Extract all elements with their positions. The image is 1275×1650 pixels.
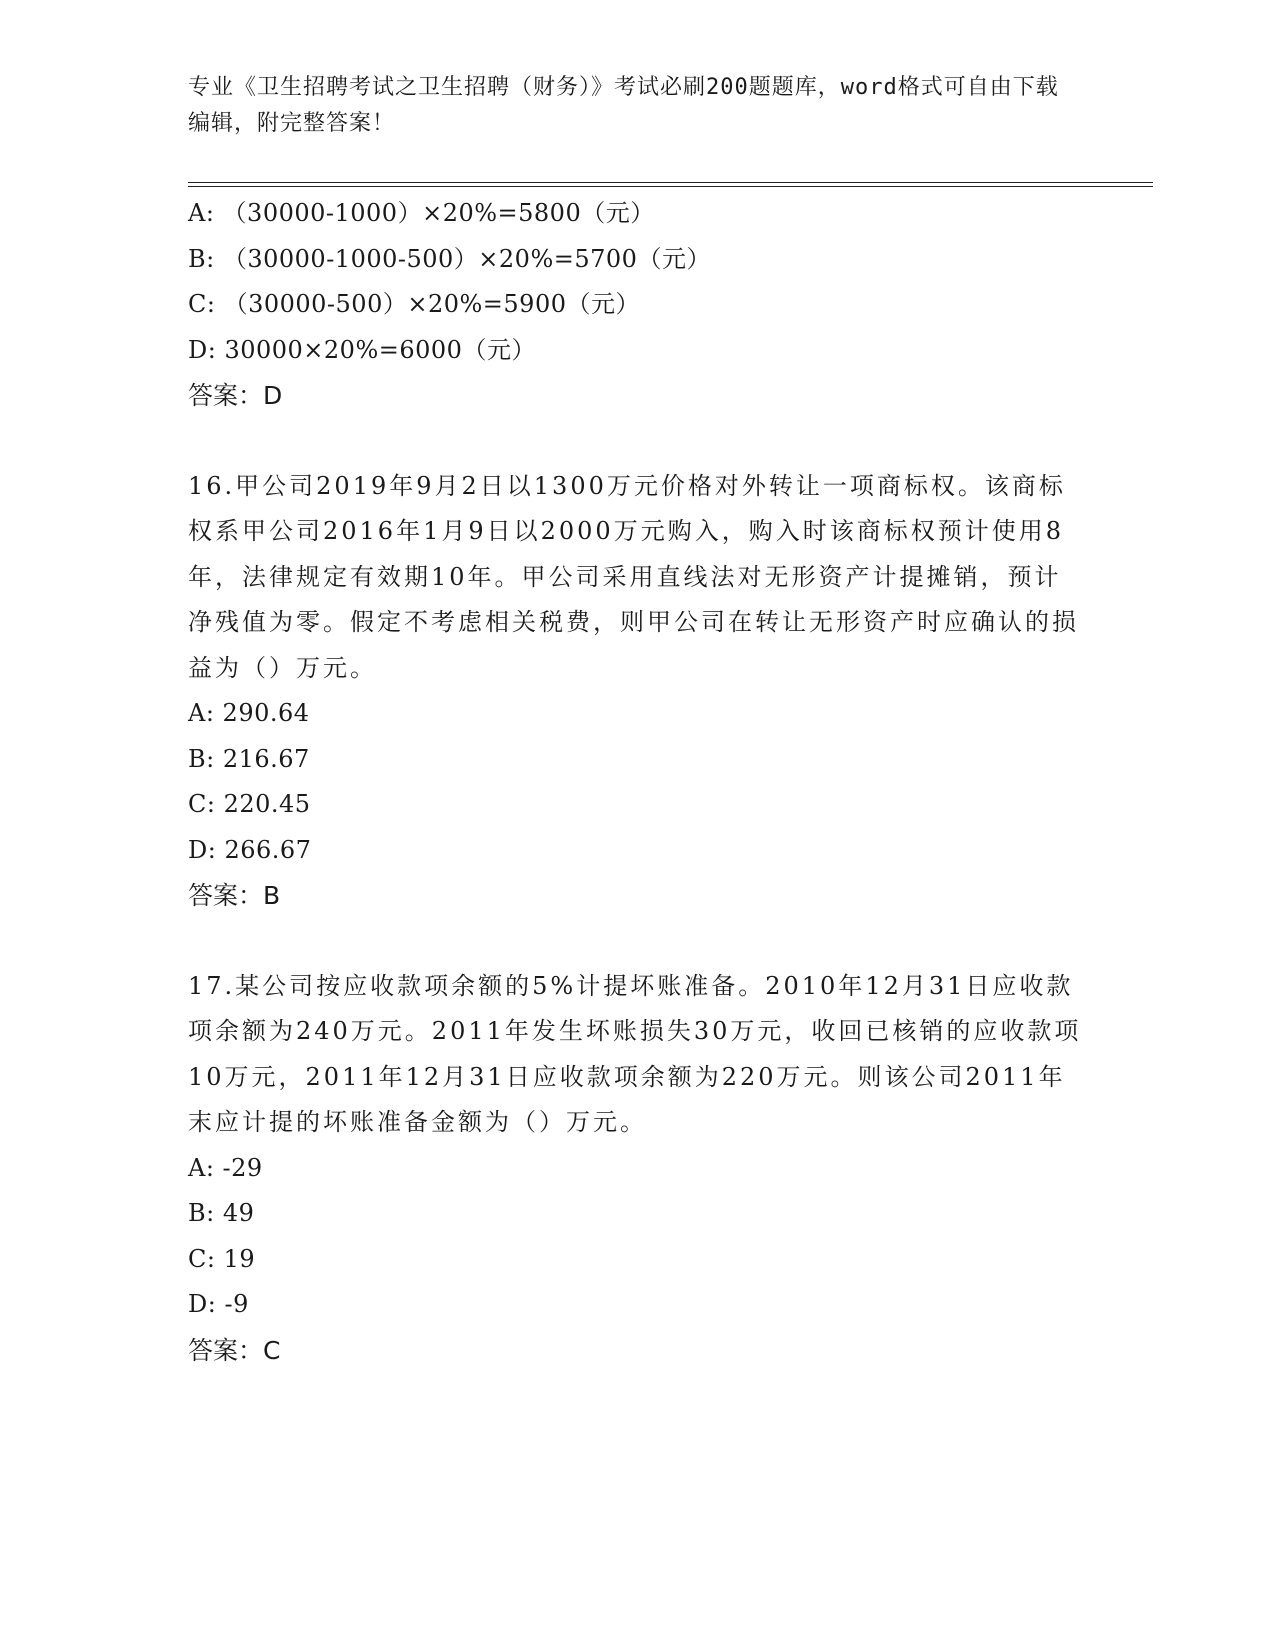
q15-option-c: C: （30000-500）×20%=5900（元）: [188, 290, 640, 318]
question-17-block: [188, 964, 1148, 1374]
document-page: [188, 70, 1148, 1373]
q17-option-d: D: -9: [188, 1290, 249, 1318]
q15-option-b: B: （30000-1000-500）×20%=5700（元）: [188, 244, 711, 273]
q16-answer: 答案：B: [188, 881, 281, 910]
question-16-block: [188, 464, 1148, 919]
header-divider: [188, 182, 1153, 187]
q16-option-a: A: 290.64: [188, 699, 310, 727]
q16-option-c: C: 220.45: [188, 790, 311, 818]
q17-option-b: B: 49: [188, 1199, 255, 1227]
q15-answer: 答案：D: [188, 381, 283, 410]
q16-option-b: B: 216.67: [188, 744, 310, 773]
q16-question-text: 16.甲公司2019年9月2日以1300万元价格对外转让一项商标权。该商标权系甲公司2016年1月9日以2000万元购入，购入时该商标权预计使用8年，法律规定有效期10年。甲公司采用直线法对无形资产计提摊销，预计净残值为零。假定不考虑相关税费，则甲公司在转让无形资产时应确认的损益为（）万元。: [188, 471, 1079, 682]
q17-question-text: 17.某公司按应收款项余额的5%计提坏账准备。2010年12月31日应收款项余额为240万元。2011年发生坏账损失30万元，收回已核销的应收款项10万元，2011年12月31日应收款项余额为220万元。则该公司2011年末应计提的坏账准备金额为（）万元。: [188, 971, 1082, 1136]
q15-option-d: D: 30000×20%=6000（元）: [188, 335, 536, 364]
document-header: 专业《卫生招聘考试之卫生招聘（财务）》考试必刷200题题库，word格式可自由下载编辑，附完整答案！: [188, 75, 1059, 136]
question-15-block: [188, 191, 1148, 419]
q15-option-a: A: （30000-1000）×20%=5800（元）: [188, 199, 655, 227]
q16-option-d: D: 266.67: [188, 835, 312, 864]
q17-option-a: A: -29: [188, 1153, 263, 1182]
q17-option-c: C: 19: [188, 1244, 256, 1273]
spacer: [188, 419, 1148, 464]
q17-answer: 答案：C: [188, 1335, 281, 1365]
spacer: [188, 919, 1148, 964]
